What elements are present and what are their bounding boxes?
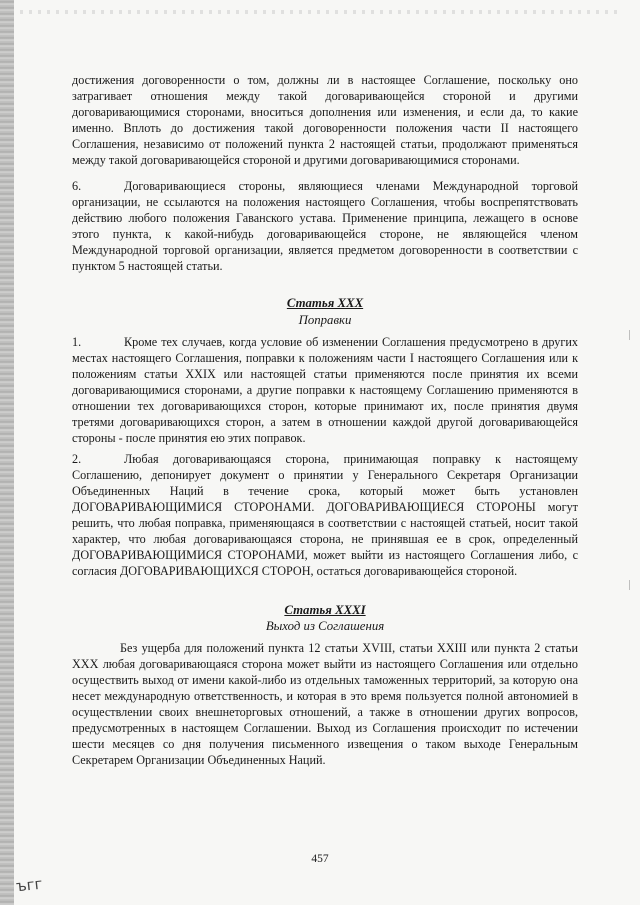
scan-artifact	[20, 10, 620, 14]
scan-artifact	[629, 330, 636, 340]
article-31-paragraph: Без ущерба для положений пункта 12 статьи XVIII, статьи XXIII или пункта 2 статьи XXX любая договаривающаяся сторона может выйти из настоящего Соглашения или отдельно осуществить выход от имени какой-либо из отдельных таможенных территорий, за которую она несет международную ответственность, и которая в это время пользуется полной автономией в осуществлении своих внешнеторговых отношений, а также в отношении других вопросов, предусмотренных в настоящем Соглашении. Выход из Соглашения происходит по истечении шести месяцев со дня получения письменного извещения о таком выходе Генеральным Секретарем Организации Объединенных Наций.	[72, 641, 578, 767]
paragraph-number: 6.	[72, 179, 82, 193]
paragraph-6	[72, 178, 578, 274]
paragraph-text: Договаривающиеся стороны, являющиеся членами Международной торговой организации, не ссылаются на положения настоящего Соглашения, чтобы воспрепятствовать действию любого положения Гаванского устава. Применение принципа, лежащего в основе этого пункта, к какой-нибудь договаривающейся стороне, не являющейся членом Международной торговой организации, является предметом договоренности в соответствии с пунктом 5 настоящей статьи.	[72, 179, 578, 273]
scan-artifact	[629, 580, 636, 590]
binding-edge	[0, 0, 14, 905]
page-number: 457	[311, 853, 329, 865]
article-30-paragraph-1	[72, 334, 578, 446]
paragraph-continuation: достижения договоренности о том, должны ли в настоящее Соглашение, поскольку оно затрагивает отношения между такой договаривающейся стороной и другими договаривающимися сторонами, вноситься дополнения или изменения, и если да, то какие именно. Вплоть до достижения такой договоренности положения части II настоящего Соглашения, независимо от положений пункта 2 настоящей статьи, продолжают применяться между такой договаривающейся стороной и другими договаривающимися сторонами.	[72, 73, 578, 167]
paragraph-text: Любая договаривающаяся сторона, принимающая поправку к настоящему Соглашению, депонирует документ о принятии у Генерального Секретаря Организации Объединенных Наций в течение срока, который может быть установлен ДОГОВАРИВАЮЩИМИСЯ СТОРОНАМИ. ДОГОВАРИВАЮЩИЕСЯ СТОРОНЫ могут решить, что любая поправка, применяющаяся в соответствии с настоящей статьей, носит такой характер, что любая договаривающаяся сторона, не принявшая ее в срок, определенный ДОГОВАРИВАЮЩИМИСЯ СТОРОНАМИ, может выйти из настоящего Соглашения либо, с согласия ДОГОВАРИВАЮЩИХСЯ СТОРОН, остаться договаривающейся стороной.	[72, 452, 578, 578]
paragraph-text: Кроме тех случаев, когда условие об изменении Соглашения предусмотрено в других местах настоящего Соглашения, поправки к положениям части I настоящего Соглашения или к положениям статьи XXIX или настоящей статьи применяются после принятия их всеми договаривающимися сторонами, а другие поправки к настоящему Соглашению применяются в отношении тех договаривающихся сторон, которые принимают их, после принятия двумя третями договаривающихся сторон, а затем в отношении каждой другой договаривающейся стороны - после принятия ею этих поправок.	[72, 335, 578, 445]
article-30-title: Статья XXX	[286, 296, 364, 310]
article-31-subtitle: Выход из Соглашения	[265, 619, 385, 633]
article-30-subtitle: Поправки	[298, 313, 352, 327]
paragraph-number: 1.	[72, 335, 82, 349]
handwritten-mark: ъгг	[15, 874, 44, 896]
article-31-title: Статья XXXI	[284, 603, 366, 617]
paragraph-number: 2.	[72, 452, 82, 466]
article-30-paragraph-2	[72, 451, 578, 579]
